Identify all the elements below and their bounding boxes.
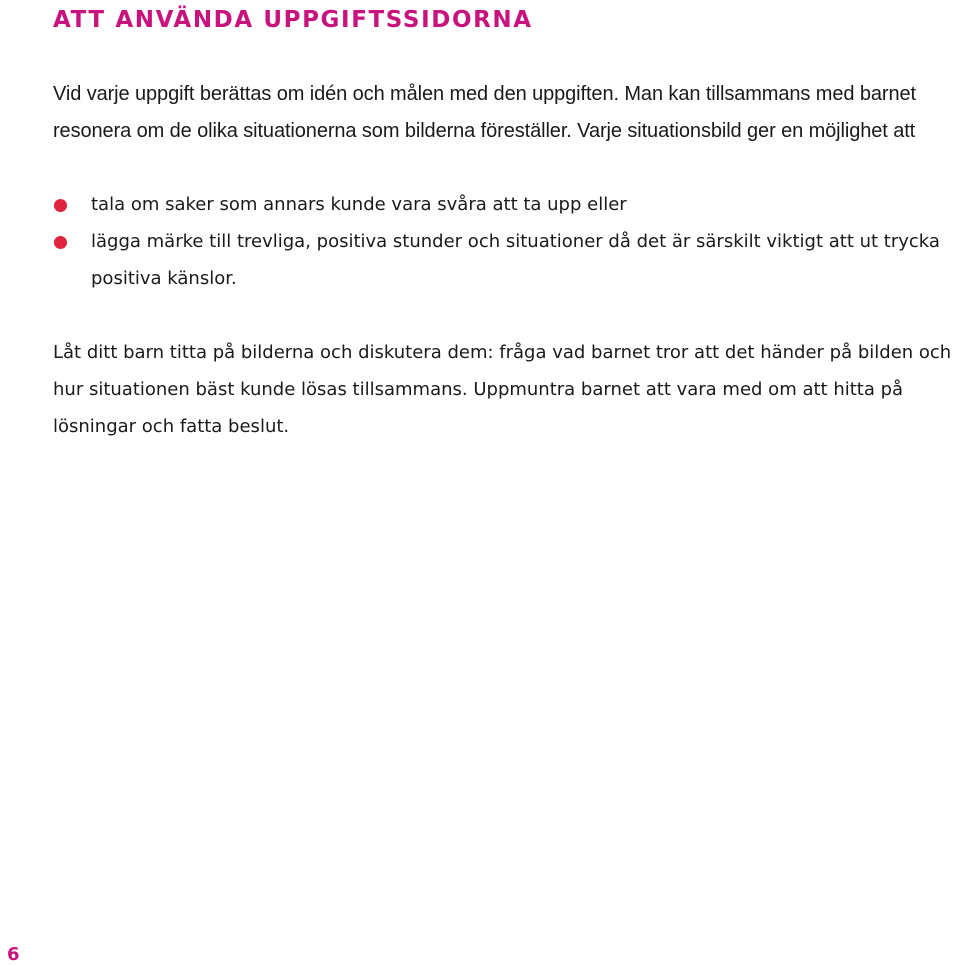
bullet-item (53, 223, 943, 297)
outro-paragraph: Låt ditt barn titta på bilderna och diskutera dem: fråga vad barnet tror att det händer på bilden och hur situationen bäst kunde lösas tillsammans. Uppmuntra barnet att vara med om att hitta på lösningar och fatta beslut. (53, 342, 952, 437)
bullet-item (53, 186, 943, 223)
bullet-text: tala om saker som annars kunde vara svåra att ta upp eller (91, 194, 627, 215)
bullet-text: lägga märke till trevliga, positiva stunder och situationer då det är särskilt viktigt att ut trycka positiva känslor. (91, 231, 940, 289)
intro-paragraph: Vid varje uppgift berättas om idén och målen med den uppgiften. Man kan tillsammans med barnet resonera om de olika situationerna som bilderna föreställer. Varje situationsbild ger en möjlighet att (53, 83, 916, 142)
bullet-dot-icon (54, 236, 67, 249)
page-heading: ATT ANVÄNDA UPPGIFTSSIDORNA (53, 7, 533, 33)
bullet-list (53, 186, 943, 297)
bullet-dot-icon (54, 199, 67, 212)
page-number: 6 (7, 944, 20, 965)
